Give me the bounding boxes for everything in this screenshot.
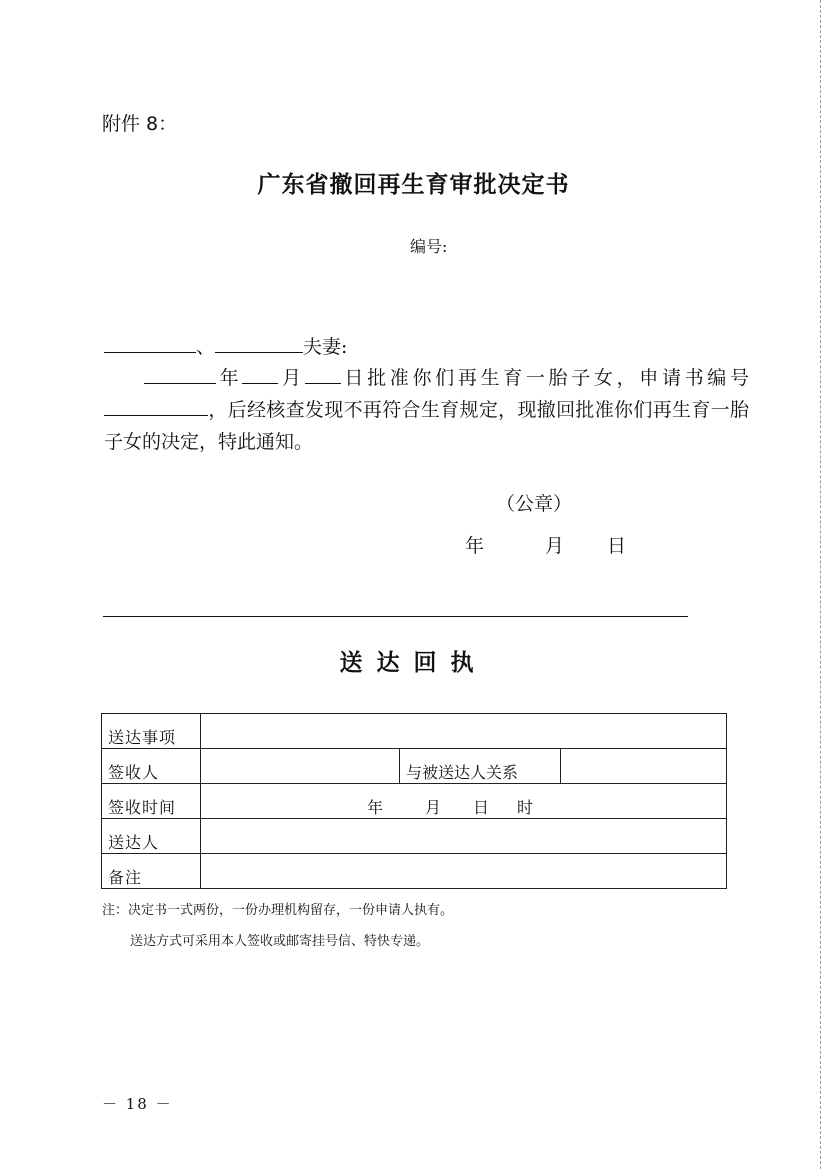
signee-label: 签收人 bbox=[102, 749, 201, 784]
issue-year: 年 bbox=[465, 535, 485, 557]
official-seal-label: （公章） bbox=[496, 493, 573, 515]
signee-field[interactable] bbox=[201, 749, 400, 784]
attachment-label: 附件 8： bbox=[102, 113, 178, 135]
document-number-label: 编号: bbox=[410, 237, 448, 256]
note-line-1: 注：决定书一式两份，一份办理机构留存，一份申请人执有。 bbox=[102, 903, 454, 918]
sign-time-label: 签收时间 bbox=[102, 784, 201, 819]
issue-date bbox=[465, 531, 626, 558]
year-text: 年 bbox=[216, 367, 243, 389]
relation-field[interactable] bbox=[561, 749, 727, 784]
time-hour: 时 bbox=[517, 798, 534, 817]
approval-month-blank[interactable] bbox=[242, 365, 278, 384]
table-row bbox=[102, 819, 727, 854]
issue-day: 日 bbox=[607, 535, 627, 557]
deliverer-label: 送达人 bbox=[102, 819, 201, 854]
time-day: 日 bbox=[473, 798, 490, 817]
time-month: 月 bbox=[425, 798, 442, 817]
table-row bbox=[102, 749, 727, 784]
remarks-label: 备注 bbox=[102, 854, 201, 889]
husband-name-blank[interactable] bbox=[104, 334, 196, 353]
delivery-receipt-table bbox=[101, 713, 727, 889]
wife-name-blank[interactable] bbox=[215, 334, 303, 353]
approval-year-blank[interactable] bbox=[144, 365, 216, 384]
deliverer-field[interactable] bbox=[201, 819, 727, 854]
application-number-blank[interactable] bbox=[104, 397, 208, 416]
sign-time-field[interactable] bbox=[201, 784, 727, 819]
month-text: 月 bbox=[278, 367, 305, 389]
name-separator: 、 bbox=[196, 336, 216, 358]
note-line-2: 送达方式可采用本人签收或邮寄挂号信、特快专递。 bbox=[130, 934, 430, 949]
approval-text: 日批准你们再生育一胎子女，申请书编号 bbox=[340, 367, 749, 389]
relation-label: 与被送达人关系 bbox=[400, 749, 561, 784]
receipt-title: 送达回执 bbox=[339, 649, 488, 676]
revocation-text: ，后经核查发现不再符合生育规定，现撤回批准你们再生育一胎子女的决定，特此通知。 bbox=[104, 399, 749, 453]
remarks-field[interactable] bbox=[201, 854, 727, 889]
cut-line bbox=[103, 616, 688, 617]
page-number: － 18 － bbox=[102, 1095, 173, 1113]
matter-label: 送达事项 bbox=[102, 714, 201, 749]
time-year: 年 bbox=[367, 798, 384, 817]
decision-paragraph bbox=[104, 362, 749, 458]
table-row bbox=[102, 854, 727, 889]
matter-field[interactable] bbox=[201, 714, 727, 749]
issue-month: 月 bbox=[545, 535, 565, 557]
document-title: 广东省撤回再生育审批决定书 bbox=[257, 171, 570, 198]
table-row bbox=[102, 714, 727, 749]
table-row bbox=[102, 784, 727, 819]
couple-names-line bbox=[104, 332, 347, 359]
couple-suffix: 夫妻: bbox=[303, 336, 348, 358]
approval-day-blank[interactable] bbox=[305, 365, 341, 384]
